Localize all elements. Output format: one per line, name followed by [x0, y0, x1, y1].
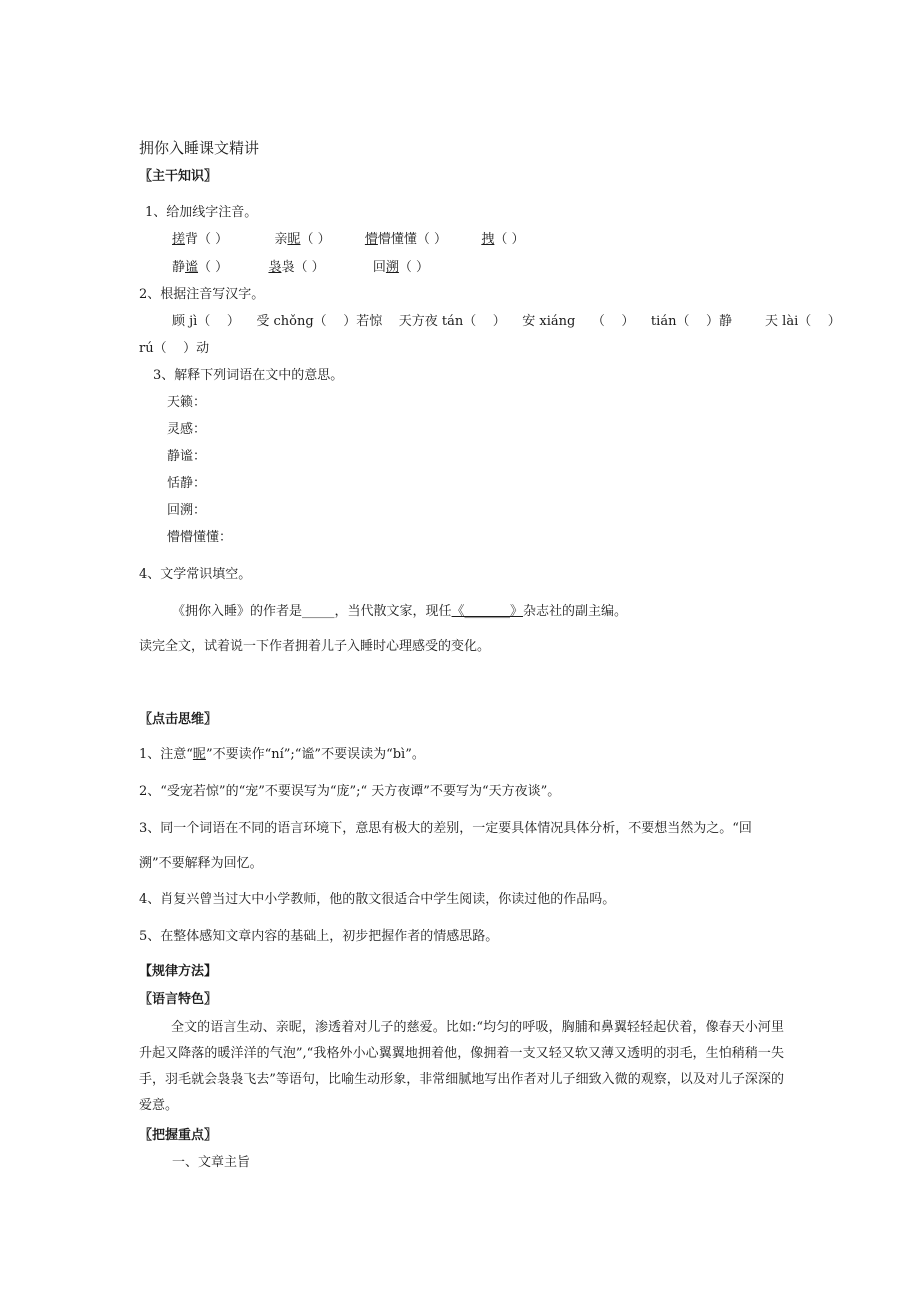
- q1-text: 亲: [274, 232, 288, 247]
- q4-text: ，当代散文家，现任: [334, 604, 452, 619]
- q1-text: 懵懂懂（ ）: [377, 232, 448, 247]
- tip-1: [139, 746, 425, 764]
- page-title: 拥你入睡课文精讲: [139, 139, 260, 157]
- tip-4: 4、肖复兴曾当过大中小学教师，他的散文很适合中学生阅读，你读过他的作品吗。: [139, 892, 616, 907]
- question-2: 2、根据注音写汉字。: [139, 287, 265, 302]
- q1-char: 搓: [172, 232, 186, 247]
- section-heading-focus: 〖把握重点〗: [139, 1128, 218, 1143]
- q3-word: 回溯：: [167, 503, 207, 518]
- section-heading-method: 【规律方法】: [139, 964, 218, 979]
- section-heading-think: 〖点击思维〗: [139, 712, 218, 727]
- q4-sentence: [172, 603, 627, 621]
- q1-text: （ ）: [198, 260, 229, 275]
- q4-blank-author: _____: [302, 604, 335, 619]
- q3-word: 天籁：: [167, 395, 207, 410]
- tip-text: ”不要读作“ní”;“谧”不要误读为“bì”。: [205, 747, 425, 762]
- q2-line-2: rú（ ）动: [139, 341, 210, 356]
- question-3: 3、解释下列词语在文中的意思。: [153, 368, 344, 383]
- tip-3-line-1: 3、同一个词语在不同的语言环境下，意思有极大的差别，一定要具体情况具体分析，不要想当然为之。“回: [139, 821, 752, 836]
- q1-text: （ ）: [398, 260, 430, 275]
- q1-text: 静: [172, 260, 186, 275]
- q1-row-1: [172, 231, 524, 249]
- q1-char: 谧: [185, 260, 199, 275]
- q1-text: （ ）: [494, 232, 525, 247]
- q4-text: 杂志社的副主编。: [523, 604, 628, 619]
- tip-2: 2、“受宠若惊”的“宠”不要误写为“庞”;“ 天方夜谭”不要写为“天方夜谈”。: [139, 784, 561, 799]
- q1-text: （ ）: [300, 232, 331, 247]
- q1-char: 溯: [385, 260, 399, 275]
- q1-text: 背（ ）: [185, 232, 229, 247]
- question-4: 4、文学常识填空。: [139, 567, 252, 582]
- q4-text: 《拥你入睡》的作者是: [172, 604, 303, 619]
- language-paragraph: 全文的语言生动、亲昵，渗透着对儿子的慈爱。比如:“均匀的呼吸，胸脯和鼻翼轻轻起伏着，像春天小河里升起又降落的暖洋洋的气泡”,“我格外小心翼翼地拥着他，像拥着一支又轻又软又薄又透明的羽毛，生怕稍稍一失手，羽毛就会袅袅飞去”等语句，比喻生动形象，非常细腻地写出作者对儿子细致入微的观察，以及对儿子深深的爱意。: [139, 1020, 784, 1113]
- q1-text: 袅（ ）: [281, 260, 325, 275]
- q3-word: 灵感：: [167, 422, 207, 437]
- q1-char: 昵: [287, 232, 301, 247]
- tip-char: 昵: [192, 747, 206, 762]
- q3-word: 静谧：: [167, 449, 207, 464]
- q1-char: 袅: [268, 260, 282, 275]
- question-1: 1、给加线字注音。: [145, 205, 258, 220]
- focus-item-1: 一、文章主旨: [172, 1155, 251, 1170]
- q3-word: 恬静：: [167, 476, 207, 491]
- q2-line-1: 顾 jì（ ） 受 chǒng（ ）若惊 天方夜 tán（ ） 安 xiáng （ ） tián（ ）静 天 lài（ ）: [172, 314, 841, 329]
- q1-text: 回: [372, 260, 386, 275]
- q1-row-2: [172, 259, 429, 277]
- question-5: 读完全文，试着说一下作者拥着儿子入睡时心理感受的变化。: [139, 639, 491, 654]
- tip-3-line-2: 溯”不要解释为回忆。: [139, 856, 263, 871]
- q3-word: 懵懵懂懂：: [167, 530, 233, 545]
- section-heading-language: 〖语言特色〗: [139, 992, 218, 1007]
- tip-text: 1、注意“: [139, 747, 193, 762]
- q4-blank-magazine: 《_______》: [451, 604, 524, 619]
- tip-5: 5、在整体感知文章内容的基础上，初步把握作者的情感思路。: [139, 929, 499, 944]
- q1-char: 懵: [364, 232, 378, 247]
- section-heading-main: 〖主干知识〗: [139, 169, 218, 184]
- q1-char: 拽: [481, 232, 495, 247]
